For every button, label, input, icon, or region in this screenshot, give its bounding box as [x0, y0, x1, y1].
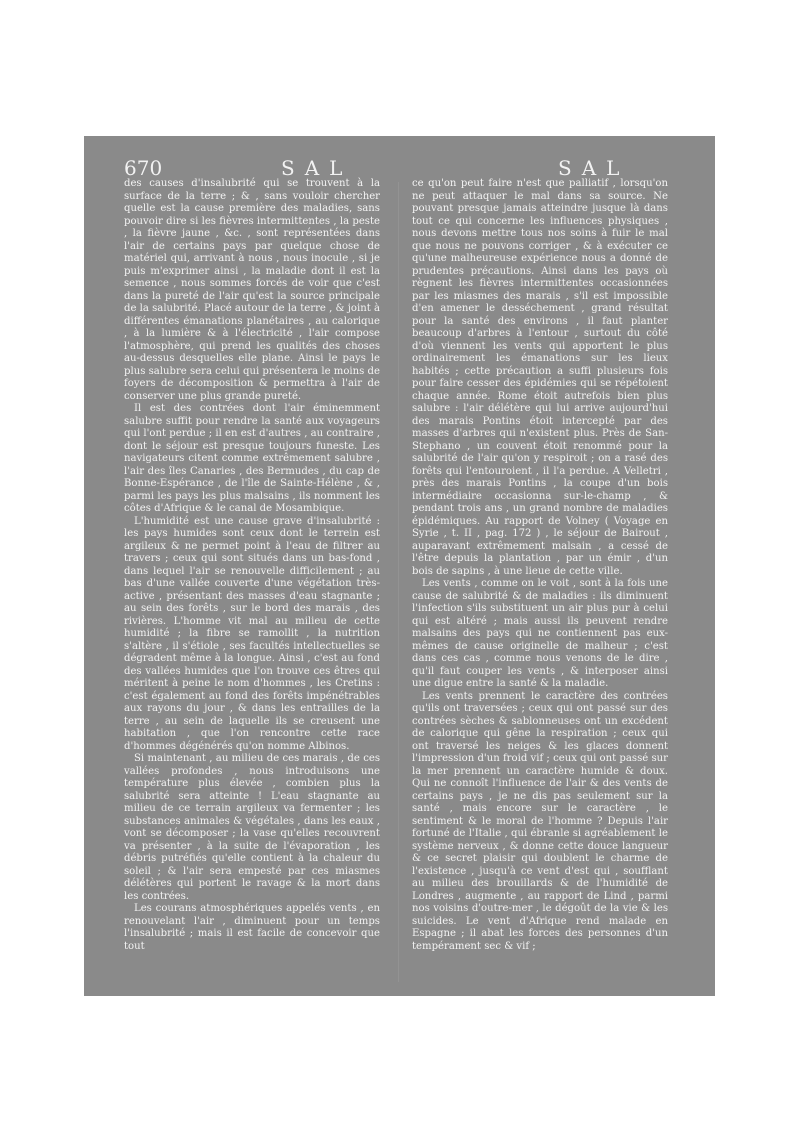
paragraph: L'humidité est une cause grave d'insalubrité : les pays humides sont ceux dont le terrein est argileux & ne permet point à l'eau de filtrer au travers ; ceux qui sont situés dans un bas-fond , dans lequel l'air se renouvelle difficilement ; au bas d'une vallée couverte d'une végétation très-active , présentant des masses d'eau stagnante ; au sein des forêts , sur le bord des marais , des rivières. L'homme vit mal au milieu de cette humidité ; la fibre se ramollit , la nutrition s'altère , il s'étiole , ses facultés intellectuelles se dégradent même à la longue. Ainsi , c'est au fond des vallées humides que l'on trouve ces êtres qui méritent à peine le nom d'hommes , les Cretins : c'est également au fond des forêts impénétrables aux rayons du jour , & dans les entrailles de la terre , au sein de laquelle ils se creusent une habitation , que l'on rencontre cette race d'hommes dégénérés qu'on nomme Albinos. — [124, 515, 380, 752]
paragraph: Si maintenant , au milieu de ces marais , de ces vallées profondes , nous introduisons une température plus élevée , combien plus la salubrité sera atteinte ! L'eau stagnante au milieu de ce terrain argileux va fermenter ; les substances animales & végétales , dans les eaux , vont se décomposer ; la vase qu'elles recouvrent va présenter , à la suite de l'évaporation , les débris putréfiés qu'elle contient à la chaleur du soleil ; & l'air sera empesté par ces miasmes délétères qui portent le ravage & la mort dans les contrées. — [124, 753, 380, 902]
page-number: 670 — [124, 156, 163, 180]
paragraph: Les vents prennent le caractère des contrées qu'ils ont traversées ; ceux qui ont passé sur des contrées sèches & sablonneuses ont un excédent de calorique qui gêne la respiration ; ceux qui ont traversé les neiges & les glaces donnent l'impression d'un froid vif ; ceux qui ont passé sur la mer prennent un caractère humide & doux. Qui ne connoît l'influence de l'air & des vents de certains pays , je ne dis pas seulement sur la santé , mais encore sur le caractère , le sentiment & le moral de l'homme ? Depuis l'air fortuné de l'Italie , qui ébranle si agréablement le système nerveux , & donne cette douce langueur & ce secret plaisir qui doublent le charme de l'existence , jusqu'à ce vent d'est qui , soufflant au milieu des brouillards & de l'humidité de Londres , augmente , au rapport de Lind , parmi nos voisins d'outre-mer , le dégoût de la vie & les suicides. Le vent d'Afrique rend malade en Espagne ; il abat les forces des personnes d'un tempérament sec & vif ; — [412, 690, 668, 952]
running-head-right: SAL — [558, 156, 630, 180]
paragraph: Les courans atmosphériques appelés vents , en renouvelant l'air , diminuent pour un temps l'insalubrité ; mais il est facile de concevoir que tout — [124, 903, 380, 952]
paragraph: Les vents , comme on le voit , sont à la fois une cause de salubrité & de maladies : ils diminuent l'infection s'ils substituent un air plus pur à celui qui est altéré ; mais aussi ils peuvent rendre malsains des pays qui ne contiennent pas eux-mêmes de cause originelle de malheur ; c'est dans ces cas , comme nous venons de le dire , qu'il faut couper les vents , & interposer ainsi une digue entre la santé & la maladie. — [412, 578, 668, 689]
column-gutter — [398, 182, 399, 982]
running-head-left: SAL — [281, 156, 353, 180]
paragraph: Il est des contrées dont l'air éminemment salubre suffit pour rendre la santé aux voyageurs qui l'ont perdue ; il en est d'autres , au contraire , dont le séjour est presque toujours funeste. Les navigateurs citent comme extrêmement salubre , l'air des îles Canaries , des Bermudes , du cap de Bonne-Espérance , de l'île de Sainte-Hélène , & , parmi les pays les plus malsains , ils nomment les côtes d'Afrique & le canal de Mosambique. — [124, 403, 380, 514]
paragraph: ce qu'on peut faire n'est que palliatif , lorsqu'on ne peut attaquer le mal dans sa source. Ne pouvant presque jamais atteindre jusque là dans tout ce qui concerne les influences physiques , nous devons mettre tous nos soins à fuir le mal que nous ne pouvons corriger , & à exécuter ce qu'une malheureuse expérience nous a donné de prudentes précautions. Ainsi dans les pays où règnent les fièvres intermittentes occasionnées par les miasmes des marais , s'il est impossible d'en amener le desséchement , grand résultat pour la santé des environs , il faut planter beaucoup d'arbres à l'entour , surtout du côté d'où viennent les vents qui apportent le plus ordinairement les émanations sur les lieux habités ; cette précaution a suffi plusieurs fois pour faire cesser des épidémies qui se répétoient chaque année. Rome étoit autrefois bien plus salubre : l'air délétère qui lui arrive aujourd'hui des marais Pontins étoit intercepté par des masses d'arbres qui n'existent plus. Près de San-Stephano , un couvent étoit renommé pour la salubrité de l'air qu'on y respiroit ; on a rasé des forêts qui l'entouroient , il l'a perdue. A Velletri , près des marais Pontins , la coupe d'un bois intermédiaire occasionna sur-le-champ , & pendant trois ans , un grand nombre de maladies épidémiques. Au rapport de Volney ( Voyage en Syrie , t. II , pag. 172 ) , le séjour de Bairout , auparavant extrêmement malsain , a cessé de l'être depuis la plantation , par un émir , d'un bois de sapins , à une lieue de cette ville. — [412, 178, 668, 577]
right-text-column — [412, 178, 668, 953]
scanned-page — [84, 136, 715, 996]
left-text-column — [124, 178, 380, 953]
paragraph: des causes d'insalubrité qui se trouvent à la surface de la terre ; & , sans vouloir chercher quelle est la cause première des maladies, sans pouvoir dire si les fièvres intermittentes , la peste , la fièvre jaune , &c. , sont représentées dans l'air de certains pays par quelque chose de matériel qui, arrivant à nous , nous inocule , si je puis m'exprimer ainsi , la maladie dont il est la semence , nous sommes forcés de voir que c'est dans la pureté de l'air qu'est la source principale de la salubrité. Placé autour de la terre , & joint à différentes émanations planétaires , au calorique , à la lumière & à l'électricité , l'air compose l'atmosphère, qui prend les qualités des choses au-dessus desquelles elle plane. Ainsi le pays le plus salubre sera celui qui présentera le moins de foyers de décomposition & permettra à l'air de conserver une plus grande pureté. — [124, 178, 380, 402]
